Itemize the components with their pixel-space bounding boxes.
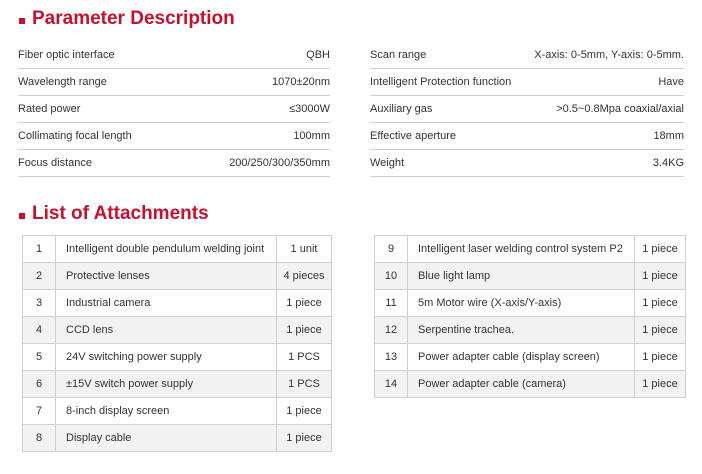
table-row xyxy=(23,317,332,344)
item-quantity: 1 piece xyxy=(277,425,332,452)
table-row xyxy=(23,371,332,398)
parameter-label: Collimating focal length xyxy=(18,130,132,142)
item-number: 3 xyxy=(23,290,56,317)
table-row xyxy=(375,263,686,290)
attachments-table-left xyxy=(22,235,332,452)
attachments-title-text: List of Attachments xyxy=(32,203,209,224)
parameter-value: >0.5~0.8Mpa coaxial/axial xyxy=(556,103,684,115)
item-name: CCD lens xyxy=(56,317,277,344)
item-name: Intelligent double pendulum welding joint xyxy=(56,236,277,263)
parameter-label: Rated power xyxy=(18,103,81,115)
parameter-value: QBH xyxy=(306,49,330,61)
attachments-section-title xyxy=(19,203,209,225)
item-name: Serpentine trachea. xyxy=(408,317,635,344)
parameter-label: Focus distance xyxy=(18,157,92,169)
parameter-row xyxy=(370,96,684,123)
table-row xyxy=(23,344,332,371)
item-quantity: 4 pieces xyxy=(277,263,332,290)
item-number: 10 xyxy=(375,263,408,290)
table-row xyxy=(23,425,332,452)
item-number: 12 xyxy=(375,317,408,344)
parameter-row xyxy=(18,42,330,69)
table-row xyxy=(375,371,686,398)
table-row xyxy=(23,290,332,317)
parameter-value: 1070±20nm xyxy=(271,76,330,88)
table-row xyxy=(375,344,686,371)
table-row xyxy=(23,398,332,425)
item-name: Protective lenses xyxy=(56,263,277,290)
parameter-label: Intelligent Protection function xyxy=(370,76,512,88)
parameter-value: X-axis: 0-5mm, Y-axis: 0-5mm. xyxy=(534,49,684,61)
parameter-row xyxy=(370,150,684,177)
item-quantity: 1 PCS xyxy=(277,344,332,371)
item-quantity: 1 piece xyxy=(635,290,686,317)
parameter-title-text: Parameter Description xyxy=(32,8,235,29)
item-name: Power adapter cable (camera) xyxy=(408,371,635,398)
table-row xyxy=(375,290,686,317)
parameter-row xyxy=(18,150,330,177)
item-number: 13 xyxy=(375,344,408,371)
parameter-value: Have xyxy=(658,76,684,88)
parameter-row xyxy=(370,69,684,96)
item-quantity: 1 piece xyxy=(635,263,686,290)
parameter-label: Effective aperture xyxy=(370,130,457,142)
square-bullet-icon xyxy=(19,213,25,219)
parameter-label: Wavelength range xyxy=(18,76,107,88)
item-quantity: 1 piece xyxy=(635,236,686,263)
parameter-value: 100mm xyxy=(293,130,330,142)
parameter-label: Weight xyxy=(370,157,405,169)
parameter-value: 18mm xyxy=(653,130,684,142)
item-number: 14 xyxy=(375,371,408,398)
item-quantity: 1 unit xyxy=(277,236,332,263)
parameter-row xyxy=(18,69,330,96)
item-number: 1 xyxy=(23,236,56,263)
item-name: Blue light lamp xyxy=(408,263,635,290)
item-number: 5 xyxy=(23,344,56,371)
item-number: 8 xyxy=(23,425,56,452)
parameter-section-title xyxy=(19,8,235,30)
item-quantity: 1 piece xyxy=(635,371,686,398)
table-row xyxy=(375,236,686,263)
parameter-list-left xyxy=(18,42,330,177)
item-name: Industrial camera xyxy=(56,290,277,317)
parameter-label: Scan range xyxy=(370,49,427,61)
parameter-label: Fiber optic interface xyxy=(18,49,115,61)
parameter-row xyxy=(370,123,684,150)
table-row xyxy=(375,317,686,344)
parameter-row xyxy=(18,123,330,150)
item-name: Power adapter cable (display screen) xyxy=(408,344,635,371)
parameter-value: ≤3000W xyxy=(289,103,330,115)
item-quantity: 1 PCS xyxy=(277,371,332,398)
item-name: 8-inch display screen xyxy=(56,398,277,425)
table-row xyxy=(23,236,332,263)
square-bullet-icon xyxy=(19,18,25,24)
item-number: 11 xyxy=(375,290,408,317)
table-row xyxy=(23,263,332,290)
item-name: ±15V switch power supply xyxy=(56,371,277,398)
item-number: 9 xyxy=(375,236,408,263)
parameter-value: 3.4KG xyxy=(652,157,684,169)
parameter-row xyxy=(370,42,684,69)
attachments-table-right xyxy=(374,235,686,398)
parameter-value: 200/250/300/350mm xyxy=(229,157,330,169)
parameter-label: Auxiliary gas xyxy=(370,103,433,115)
item-number: 7 xyxy=(23,398,56,425)
item-quantity: 1 piece xyxy=(277,398,332,425)
item-name: 5m Motor wire (X-axis/Y-axis) xyxy=(408,290,635,317)
item-number: 4 xyxy=(23,317,56,344)
item-quantity: 1 piece xyxy=(635,317,686,344)
item-number: 6 xyxy=(23,371,56,398)
parameter-row xyxy=(18,96,330,123)
item-quantity: 1 piece xyxy=(635,344,686,371)
item-number: 2 xyxy=(23,263,56,290)
item-name: Display cable xyxy=(56,425,277,452)
parameter-list-right xyxy=(370,42,684,177)
item-name: 24V switching power supply xyxy=(56,344,277,371)
item-name: Intelligent laser welding control system P2 xyxy=(408,236,635,263)
item-quantity: 1 piece xyxy=(277,290,332,317)
item-quantity: 1 piece xyxy=(277,317,332,344)
